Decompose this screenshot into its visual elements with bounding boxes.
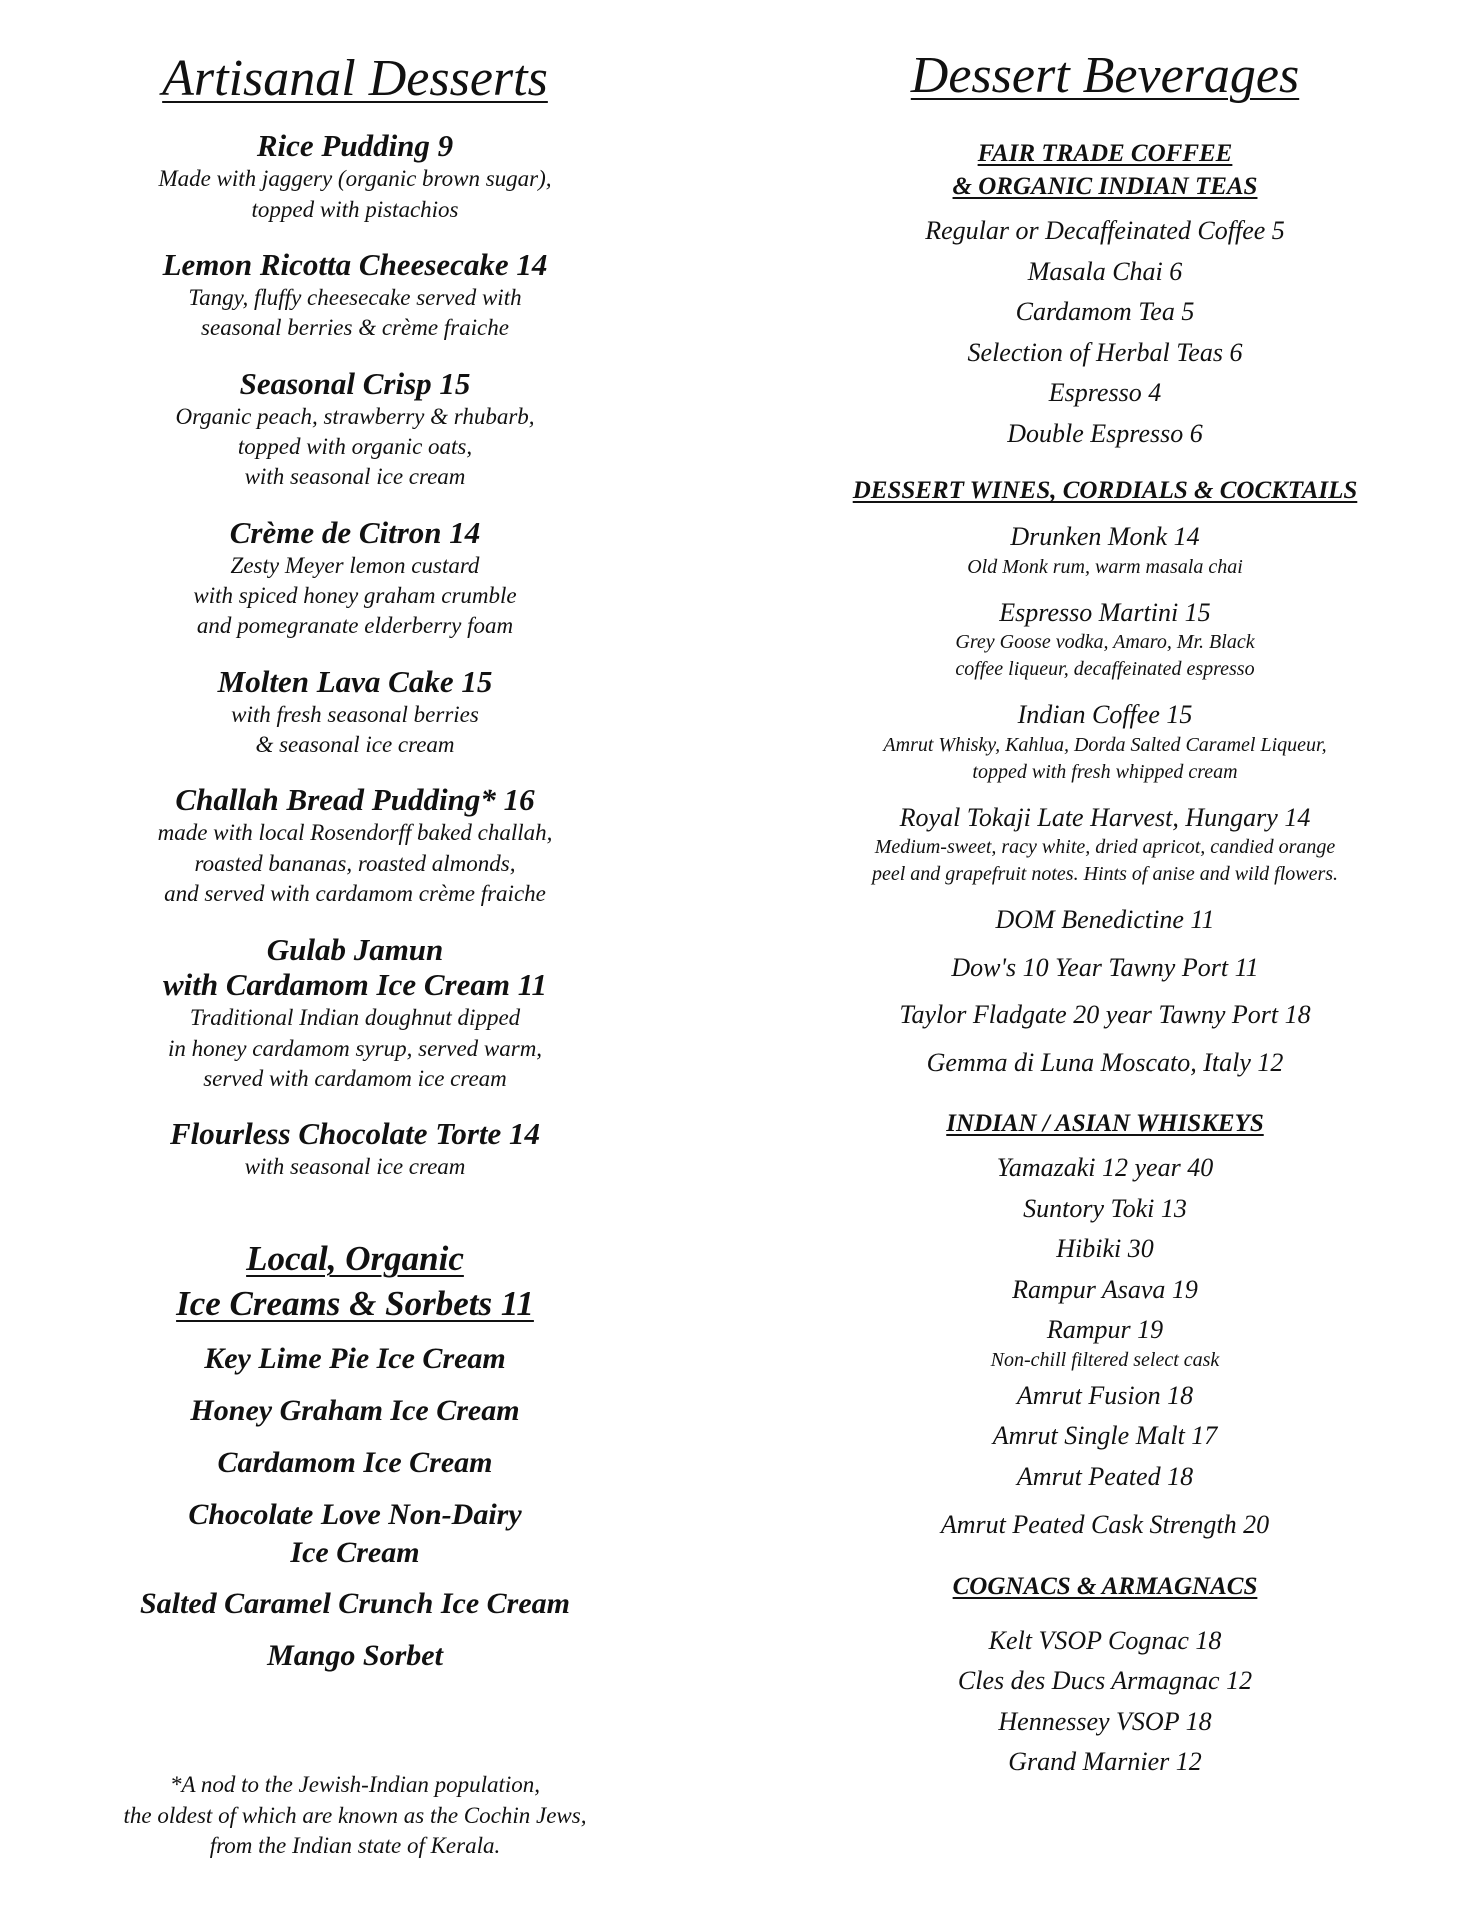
dessert-description: [60, 283, 650, 344]
desc-line: Grey Goose vodka, Amaro, Mr. Black: [955, 631, 1255, 654]
beverage-item: [800, 597, 1410, 684]
ice-cream-name: Chocolate Love Non-Dairy: [188, 1497, 522, 1531]
beverage-name: Indian Coffee 15: [1017, 700, 1193, 730]
beverage-item: Grand Marnier 12: [1008, 1747, 1202, 1777]
ice-cream-name: Mango Sorbet: [267, 1639, 443, 1673]
beverage-item: Hibiki 30: [1056, 1234, 1154, 1264]
dessert-item: [60, 128, 650, 225]
desc-line: Made with jaggery (organic brown sugar),: [158, 166, 552, 192]
section-heading-wines: DESSERT WINES, CORDIALS & COCKTAILS: [852, 477, 1358, 505]
desc-line: seasonal berries & crème fraiche: [201, 315, 509, 341]
desc-line: & seasonal ice cream: [255, 732, 455, 758]
desc-line: Amrut Whisky, Kahlua, Dorda Salted Caramel Liqueur,: [883, 733, 1327, 756]
ice-cream-item: [60, 1585, 650, 1623]
desc-line: Medium-sweet, racy white, dried apricot, candied orange: [874, 836, 1336, 859]
desc-line: topped with fresh whipped cream: [972, 760, 1238, 783]
beverage-item: [800, 521, 1410, 581]
beverage-name: Rampur 19: [1046, 1315, 1164, 1345]
beverage-item: Rampur Asava 19: [1012, 1274, 1198, 1304]
dessert-name: Challah Bread Pudding* 16: [175, 782, 535, 818]
beverage-item: Amrut Fusion 18: [1016, 1380, 1194, 1410]
dessert-item: [60, 932, 650, 1095]
beverage-item: Amrut Peated Cask Strength 20: [940, 1510, 1270, 1540]
desc-line: peel and grapefruit notes. Hints of anise and wild flowers.: [871, 863, 1339, 886]
ice-cream-name: Key Lime Pie Ice Cream: [204, 1342, 506, 1376]
beverage-item: Gemma di Luna Moscato, Italy 12: [926, 1047, 1284, 1077]
desc-line: Old Monk rum, warm masala chai: [967, 555, 1243, 578]
beverage-name: Espresso Martini 15: [999, 597, 1211, 627]
desc-line: with spiced honey graham crumble: [193, 583, 517, 609]
coffee-tea-list: [800, 215, 1410, 450]
section-heading-cognacs: COGNACS & ARMAGNACS: [952, 1572, 1258, 1600]
dessert-item: [60, 247, 650, 344]
dessert-description: [60, 1003, 650, 1094]
desc-line: with seasonal ice cream: [244, 464, 466, 490]
footnote: [60, 1770, 650, 1862]
desc-line: Zesty Meyer lemon custard: [230, 552, 480, 578]
dessert-description: [60, 164, 650, 225]
footnote-line: the oldest of which are known as the Cochin Jews,: [123, 1802, 587, 1828]
desc-line: Tangy, fluffy cheesecake served with: [188, 285, 522, 311]
dessert-description: [60, 1152, 650, 1182]
beverage-item: Hennessey VSOP 18: [998, 1706, 1212, 1736]
ice-cream-name: Cardamom Ice Cream: [217, 1445, 493, 1479]
desc-line: and pomegranate elderberry foam: [196, 613, 514, 639]
dessert-item: [60, 782, 650, 909]
desc-line: topped with organic oats,: [237, 434, 473, 460]
desserts-title: Artisanal Desserts: [162, 50, 548, 107]
desc-line: served with cardamom ice cream: [203, 1066, 507, 1092]
dessert-item: [60, 1116, 650, 1182]
dessert-description: [60, 551, 650, 642]
footnote-line: *A nod to the Jewish-Indian population,: [169, 1772, 541, 1797]
beverage-description: [800, 1347, 1410, 1374]
ice-creams-title: [60, 1237, 650, 1327]
beverages-title: Dessert Beverages: [910, 47, 1300, 104]
ice-cream-item: [60, 1444, 650, 1482]
wines-list: [800, 521, 1410, 1079]
beverage-item: Amrut Peated 18: [1016, 1461, 1194, 1491]
beverage-item: Regular or Decaffeinated Coffee 5: [925, 216, 1285, 246]
footnote-line: from the Indian state of Kerala.: [209, 1833, 501, 1859]
heading-line: FAIR TRADE COFFEE: [977, 140, 1233, 168]
dessert-name: Flourless Chocolate Torte 14: [169, 1116, 541, 1152]
ice-cream-name: Honey Graham Ice Cream: [190, 1394, 520, 1428]
dessert-item: [60, 664, 650, 761]
beverage-item: [800, 802, 1410, 889]
cognacs-list: [800, 1625, 1410, 1779]
desc-line: made with local Rosendorff baked challah,: [157, 820, 553, 846]
desc-line: roasted bananas, roasted almonds,: [194, 850, 516, 876]
dessert-description: [60, 402, 650, 493]
beverage-item: Suntory Toki 13: [1023, 1193, 1187, 1223]
ice-cream-name: Ice Cream: [290, 1535, 420, 1569]
beverage-item: [800, 1314, 1410, 1374]
desserts-column: [60, 0, 650, 1675]
dessert-description: [60, 700, 650, 761]
ice-cream-name: Salted Caramel Crunch Ice Cream: [139, 1587, 571, 1621]
desc-line: coffee liqueur, decaffeinated espresso: [955, 658, 1255, 681]
beverage-description: [800, 629, 1410, 683]
dessert-name: Seasonal Crisp 15: [239, 365, 471, 401]
beverage-item: Kelt VSOP Cognac 18: [988, 1625, 1222, 1655]
dessert-description: [60, 818, 650, 909]
beverage-item: Amrut Single Malt 17: [992, 1421, 1218, 1451]
beverage-name: Royal Tokaji Late Harvest, Hungary 14: [899, 802, 1311, 832]
heading-line: & ORGANIC INDIAN TEAS: [952, 173, 1258, 201]
beverage-item: Selection of Herbal Teas 6: [967, 337, 1243, 367]
dessert-name: Gulab Jamun: [266, 931, 444, 967]
desc-line: and served with cardamom crème fraiche: [164, 881, 546, 907]
beverage-description: [800, 554, 1410, 581]
beverages-column: [800, 0, 1410, 1779]
beverage-item: Yamazaki 12 year 40: [996, 1153, 1214, 1183]
section-heading-whiskeys: INDIAN / ASIAN WHISKEYS: [946, 1110, 1264, 1138]
dessert-name: Rice Pudding 9: [256, 128, 454, 164]
desc-line: in honey cardamom syrup, served warm,: [167, 1035, 543, 1061]
beverage-item: Double Espresso 6: [1007, 418, 1203, 448]
ice-creams-title-line: Local, Organic: [246, 1238, 464, 1278]
beverage-item: Masala Chai 6: [1027, 256, 1183, 286]
beverage-item: Espresso 4: [1048, 378, 1162, 408]
dessert-name: Crème de Citron 14: [229, 514, 481, 550]
beverage-item: Dow's 10 Year Tawny Port 11: [951, 952, 1259, 982]
ice-cream-item: [60, 1392, 650, 1430]
whiskeys-list: [800, 1152, 1410, 1542]
desc-line: Organic peach, strawberry & rhubarb,: [175, 403, 535, 429]
dessert-item: [60, 366, 650, 493]
beverage-name: Drunken Monk 14: [1010, 522, 1200, 552]
dessert-name: Lemon Ricotta Cheesecake 14: [162, 247, 548, 283]
beverage-item: Cles des Ducs Armagnac 12: [957, 1666, 1253, 1696]
section-heading-coffee-tea: [800, 137, 1410, 203]
desc-line: with fresh seasonal berries: [231, 701, 479, 727]
beverage-description: [800, 834, 1410, 888]
dessert-item: [60, 515, 650, 642]
ice-cream-item: [60, 1340, 650, 1378]
ice-creams-title-line: Ice Creams & Sorbets 11: [176, 1283, 534, 1323]
beverage-description: [800, 732, 1410, 786]
desc-line: topped with pistachios: [251, 196, 459, 222]
ice-cream-item: [60, 1496, 650, 1572]
ice-cream-item: [60, 1637, 650, 1675]
beverage-item: DOM Benedictine 11: [995, 905, 1215, 935]
desc-line: Traditional Indian doughnut dipped: [189, 1005, 521, 1031]
dessert-name: Molten Lava Cake 15: [217, 663, 493, 699]
desc-line: Non-chill filtered select cask: [990, 1348, 1220, 1371]
dessert-name-line2: with Cardamom Ice Cream 11: [162, 967, 548, 1003]
desc-line: with seasonal ice cream: [244, 1154, 466, 1180]
beverage-item: Taylor Fladgate 20 year Tawny Port 18: [899, 1000, 1311, 1030]
beverage-item: [800, 699, 1410, 786]
beverage-item: Cardamom Tea 5: [1015, 297, 1195, 327]
